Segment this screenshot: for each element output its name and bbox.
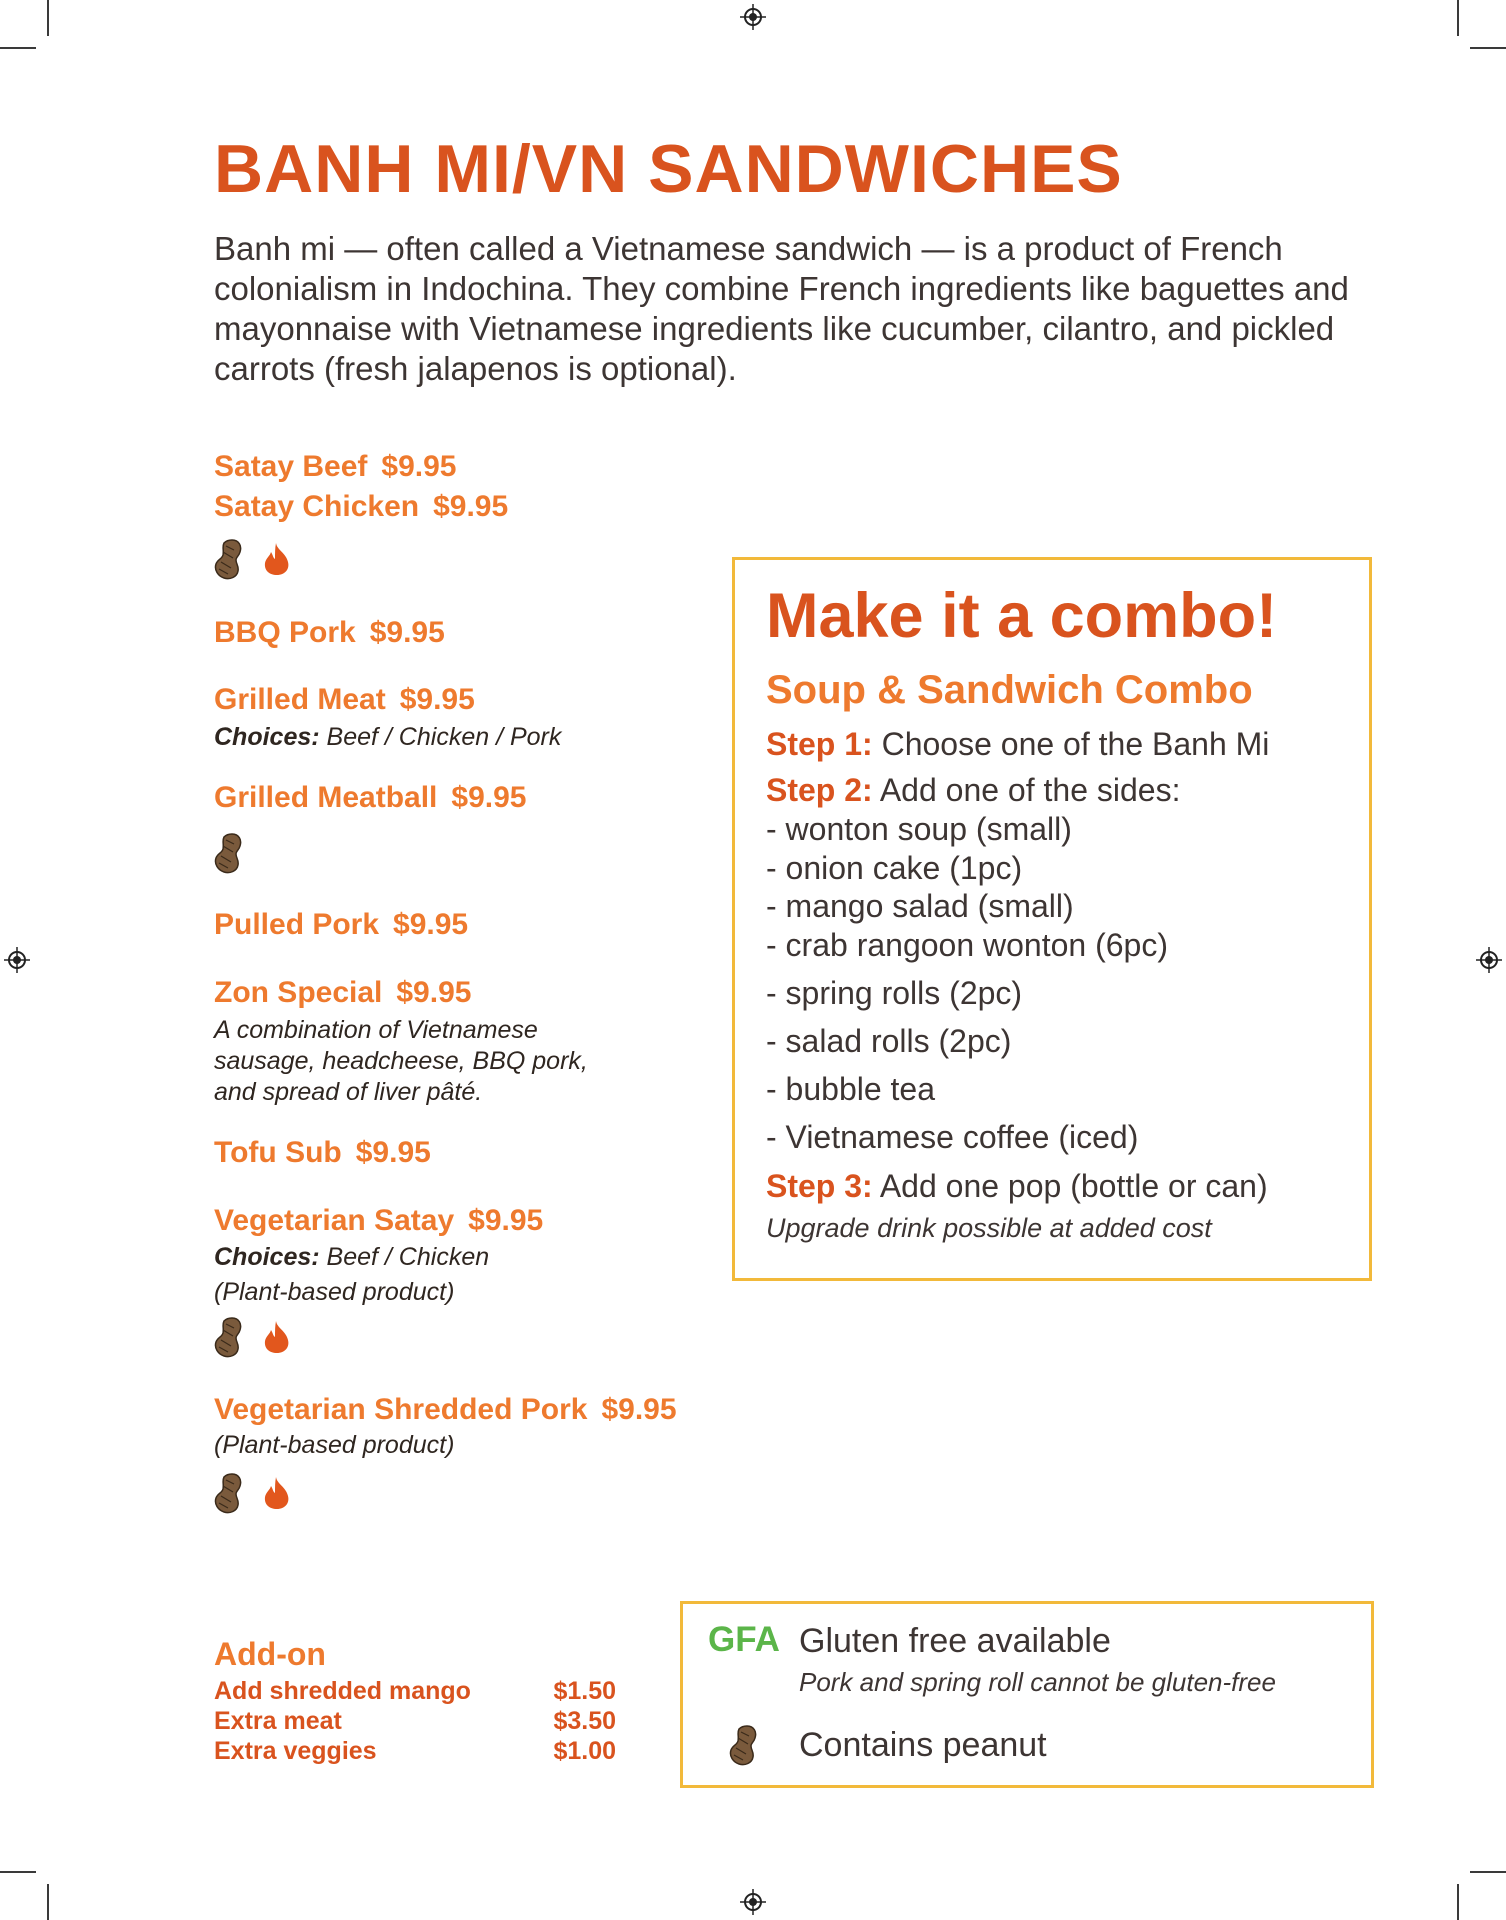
item-price: $9.95 — [399, 683, 475, 716]
addon-row — [214, 1677, 616, 1706]
step-label: Step 1: — [766, 726, 873, 762]
item-note: (Plant-based product) — [214, 1431, 455, 1459]
choices-text: Beef / Chicken — [319, 1243, 490, 1271]
item-choices — [214, 722, 561, 753]
item-price: $9.95 — [433, 490, 509, 523]
flame-icon — [262, 542, 292, 576]
intro-paragraph: Banh mi — often called a Vietnamese sandwich — is a product of French colonialism in Indochina. They combine French ingredients like baguettes and mayonnaise with Vietnamese ingredients like cucumber, cilantro, and pickled carrots (fresh jalapenos is optional). — [214, 230, 1349, 387]
combo-side-item: - salad rolls (2pc) — [766, 1023, 1012, 1059]
peanut-icon — [729, 1724, 759, 1766]
item-note: (Plant-based product) — [214, 1278, 455, 1306]
item-price: $9.95 — [468, 1204, 544, 1237]
addon-name: Extra veggies — [214, 1737, 377, 1765]
peanut-icon — [214, 1316, 244, 1358]
item-name: Tofu Sub — [214, 1136, 342, 1169]
item-price: $9.95 — [393, 908, 469, 941]
choices-text: Beef / Chicken / Pork — [319, 723, 562, 751]
menu-item-zon-special — [214, 976, 471, 1010]
combo-title: Make it a combo! — [766, 581, 1278, 651]
addon-title: Add-on — [214, 1636, 326, 1672]
combo-side-item: - mango salad (small) — [766, 888, 1074, 924]
menu-item-bbq-pork — [214, 616, 445, 650]
addon-price: $3.50 — [553, 1707, 616, 1735]
item-price: $9.95 — [381, 450, 457, 483]
registration-mark-icon — [740, 1889, 766, 1915]
allergen-icons — [214, 538, 292, 580]
peanut-icon — [214, 1472, 244, 1514]
peanut-icon — [214, 538, 244, 580]
item-price: $9.95 — [396, 976, 472, 1009]
gfa-note: Pork and spring roll cannot be gluten-free — [799, 1667, 1276, 1697]
combo-side-item: - Vietnamese coffee (iced) — [766, 1119, 1139, 1155]
combo-side-item: - wonton soup (small) — [766, 811, 1072, 847]
crop-mark — [47, 0, 49, 36]
crop-mark — [1457, 0, 1459, 36]
step-text: Add one pop (bottle or can) — [872, 1168, 1268, 1204]
menu-item-satay-chicken — [214, 490, 508, 524]
flame-icon — [262, 1476, 292, 1510]
combo-side-item: - spring rolls (2pc) — [766, 975, 1023, 1011]
description-line: and spread of liver pâté. — [214, 1078, 483, 1106]
crop-mark — [1470, 47, 1506, 49]
addon-price: $1.50 — [553, 1677, 616, 1705]
combo-subtitle: Soup & Sandwich Combo — [766, 668, 1253, 712]
registration-mark-icon — [1476, 947, 1502, 973]
registration-mark-icon — [4, 947, 30, 973]
gfa-text: Gluten free available — [799, 1622, 1111, 1660]
item-price: $9.95 — [369, 616, 445, 649]
item-price: $9.95 — [355, 1136, 431, 1169]
item-price: $9.95 — [601, 1393, 677, 1426]
menu-item-grilled-meat — [214, 683, 475, 717]
combo-step-1 — [766, 726, 1269, 763]
item-name: Grilled Meat — [214, 683, 386, 716]
allergen-icons — [214, 1472, 292, 1514]
item-description — [214, 1015, 588, 1108]
addon-row — [214, 1707, 616, 1736]
description-line: A combination of Vietnamese — [214, 1016, 538, 1044]
peanut-icon — [214, 832, 244, 874]
description-line: sausage, headcheese, BBQ pork, — [214, 1047, 588, 1075]
crop-mark — [0, 1871, 36, 1873]
choices-label: Choices: — [214, 723, 320, 751]
allergen-icons — [214, 832, 244, 874]
menu-item-tofu-sub — [214, 1136, 431, 1170]
item-price: $9.95 — [451, 781, 527, 814]
item-name: Vegetarian Satay — [214, 1204, 455, 1237]
menu-item-satay-beef — [214, 450, 457, 484]
menu-item-vegetarian-shredded-pork — [214, 1393, 677, 1427]
combo-side-item: - bubble tea — [766, 1071, 936, 1107]
page-title: BANH MI/VN SANDWICHES — [214, 131, 1123, 207]
combo-side-item: - onion cake (1pc) — [766, 850, 1023, 886]
crop-mark — [1457, 1884, 1459, 1920]
item-name: Zon Special — [214, 976, 383, 1009]
combo-step-2 — [766, 772, 1180, 809]
menu-item-vegetarian-satay — [214, 1204, 543, 1238]
upgrade-note: Upgrade drink possible at added cost — [766, 1213, 1212, 1243]
crop-mark — [1470, 1871, 1506, 1873]
crop-mark — [0, 47, 36, 49]
step-label: Step 3: — [766, 1168, 873, 1204]
item-name: Satay Chicken — [214, 490, 420, 523]
step-text: Choose one of the Banh Mi — [872, 726, 1270, 762]
step-label: Step 2: — [766, 772, 873, 808]
item-name: Grilled Meatball — [214, 781, 438, 814]
combo-step-3 — [766, 1168, 1268, 1205]
menu-item-grilled-meatball — [214, 781, 526, 815]
item-name: BBQ Pork — [214, 616, 356, 649]
item-choices — [214, 1242, 489, 1273]
item-name: Pulled Pork — [214, 908, 380, 941]
addon-name: Extra meat — [214, 1707, 342, 1735]
choices-label: Choices: — [214, 1243, 320, 1271]
item-name: Satay Beef — [214, 450, 368, 483]
combo-side-item: - crab rangoon wonton (6pc) — [766, 927, 1168, 963]
registration-mark-icon — [740, 4, 766, 30]
addon-name: Add shredded mango — [214, 1677, 471, 1705]
addon-row — [214, 1737, 616, 1766]
gfa-badge: GFA — [708, 1620, 780, 1659]
item-name: Vegetarian Shredded Pork — [214, 1393, 588, 1426]
menu-item-pulled-pork — [214, 908, 468, 942]
crop-mark — [47, 1884, 49, 1920]
step-text: Add one of the sides: — [872, 772, 1181, 808]
addon-price: $1.00 — [553, 1737, 616, 1765]
flame-icon — [262, 1320, 292, 1354]
allergen-icons — [214, 1316, 292, 1358]
peanut-legend-text: Contains peanut — [799, 1726, 1047, 1764]
